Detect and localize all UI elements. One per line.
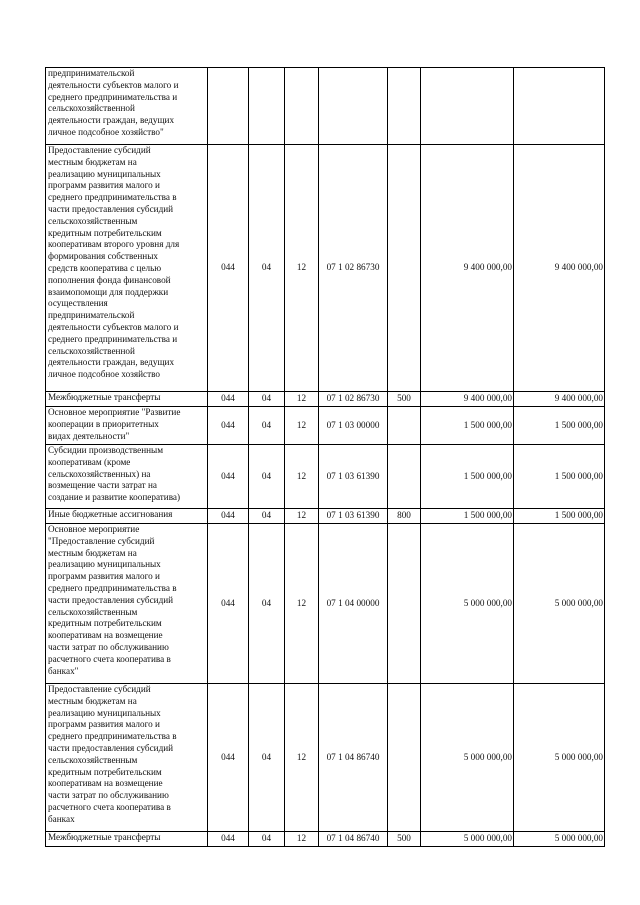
ministry-code-cell: 044 xyxy=(208,392,249,407)
table-row xyxy=(46,509,605,524)
target-article-cell: 07 1 04 86740 xyxy=(319,832,388,847)
amount-cell xyxy=(421,68,514,145)
amount-cell: 9 400 000,00 xyxy=(421,145,514,392)
expense-type-cell: 800 xyxy=(388,509,421,524)
target-article-cell: 07 1 03 61390 xyxy=(319,509,388,524)
subsection-code-cell xyxy=(285,68,319,145)
budget-table xyxy=(45,67,605,847)
section-code-cell: 04 xyxy=(249,684,285,832)
expense-name-cell: Основное мероприятие "Развитие кооперации в приоритетных видах деятельности" xyxy=(46,407,208,445)
target-article-cell: 07 1 04 86740 xyxy=(319,684,388,832)
expense-type-cell xyxy=(388,524,421,684)
expense-name-cell: Иные бюджетные ассигнования xyxy=(46,509,208,524)
target-article-cell: 07 1 03 61390 xyxy=(319,445,388,509)
table-row xyxy=(46,832,605,847)
total-cell: 5 000 000,00 xyxy=(514,684,605,832)
expense-type-cell: 500 xyxy=(388,392,421,407)
subsection-code-cell: 12 xyxy=(285,145,319,392)
section-code-cell xyxy=(249,68,285,145)
total-cell: 5 000 000,00 xyxy=(514,524,605,684)
expense-type-cell xyxy=(388,145,421,392)
table-row xyxy=(46,68,605,145)
table-row xyxy=(46,145,605,392)
expense-type-cell xyxy=(388,68,421,145)
target-article-cell: 07 1 02 86730 xyxy=(319,145,388,392)
section-code-cell: 04 xyxy=(249,524,285,684)
ministry-code-cell: 044 xyxy=(208,832,249,847)
expense-type-cell xyxy=(388,684,421,832)
total-cell: 5 000 000,00 xyxy=(514,832,605,847)
section-code-cell: 04 xyxy=(249,145,285,392)
subsection-code-cell: 12 xyxy=(285,509,319,524)
ministry-code-cell: 044 xyxy=(208,509,249,524)
table-row xyxy=(46,445,605,509)
target-article-cell: 07 1 03 00000 xyxy=(319,407,388,445)
subsection-code-cell: 12 xyxy=(285,524,319,684)
total-cell: 1 500 000,00 xyxy=(514,445,605,509)
target-article-cell: 07 1 04 00000 xyxy=(319,524,388,684)
table-row xyxy=(46,407,605,445)
section-code-cell: 04 xyxy=(249,407,285,445)
expense-name-cell: Субсидии производственным кооперативам (кроме сельскохозяйственных) на возмещение части затрат на создание и развитие кооператива) xyxy=(46,445,208,509)
subsection-code-cell: 12 xyxy=(285,445,319,509)
expense-name-cell: Межбюджетные трансферты xyxy=(46,832,208,847)
section-code-cell: 04 xyxy=(249,509,285,524)
total-cell xyxy=(514,68,605,145)
expense-type-cell xyxy=(388,407,421,445)
table-row xyxy=(46,524,605,684)
section-code-cell: 04 xyxy=(249,832,285,847)
ministry-code-cell: 044 xyxy=(208,145,249,392)
amount-cell: 5 000 000,00 xyxy=(421,684,514,832)
ministry-code-cell xyxy=(208,68,249,145)
amount-cell: 1 500 000,00 xyxy=(421,445,514,509)
table-row xyxy=(46,392,605,407)
expense-name-cell: Предоставление субсидий местным бюджетам на реализацию муниципальных программ развития малого и среднего предпринимательства в части предоставления субсидий сельскохозяйственным кредитным потребительским кооперативам на возмещение части затрат по обслуживанию расчетного счета кооператива в банках xyxy=(46,684,208,832)
subsection-code-cell: 12 xyxy=(285,832,319,847)
target-article-cell: 07 1 02 86730 xyxy=(319,392,388,407)
ministry-code-cell: 044 xyxy=(208,445,249,509)
expense-name-cell: Межбюджетные трансферты xyxy=(46,392,208,407)
total-cell: 1 500 000,00 xyxy=(514,407,605,445)
amount-cell: 5 000 000,00 xyxy=(421,832,514,847)
budget-table-body xyxy=(46,68,605,847)
ministry-code-cell: 044 xyxy=(208,684,249,832)
amount-cell: 1 500 000,00 xyxy=(421,509,514,524)
total-cell: 9 400 000,00 xyxy=(514,392,605,407)
amount-cell: 9 400 000,00 xyxy=(421,392,514,407)
expense-name-cell: Предоставление субсидий местным бюджетам на реализацию муниципальных программ развития малого и среднего предпринимательства в части предоставления субсидий сельскохозяйственным кредитным потребительским кооперативам второго уровня для формирования собственных средств кооператива с целью пополнения фонда финансовой взаимопомощи для поддержки осуществления предпринимательской деятельности субъектов малого и среднего предпринимательства и сельскохозяйственной деятельности граждан, ведущих личное подсобное хозяйство xyxy=(46,145,208,392)
subsection-code-cell: 12 xyxy=(285,407,319,445)
amount-cell: 5 000 000,00 xyxy=(421,524,514,684)
subsection-code-cell: 12 xyxy=(285,684,319,832)
target-article-cell xyxy=(319,68,388,145)
expense-name-cell: Основное мероприятие "Предоставление субсидий местным бюджетам на реализацию муниципальных программ развития малого и среднего предпринимательства в части предоставления субсидий сельскохозяйственным кредитным потребительским кооперативам на возмещение части затрат по обслуживанию расчетного счета кооператива в банках" xyxy=(46,524,208,684)
expense-name-cell: предпринимательской деятельности субъектов малого и среднего предпринимательства и сельскохозяйственной деятельности граждан, ведущих личное подсобное хозяйство" xyxy=(46,68,208,145)
expense-type-cell: 500 xyxy=(388,832,421,847)
total-cell: 9 400 000,00 xyxy=(514,145,605,392)
ministry-code-cell: 044 xyxy=(208,524,249,684)
total-cell: 1 500 000,00 xyxy=(514,509,605,524)
amount-cell: 1 500 000,00 xyxy=(421,407,514,445)
expense-type-cell xyxy=(388,445,421,509)
section-code-cell: 04 xyxy=(249,445,285,509)
ministry-code-cell: 044 xyxy=(208,407,249,445)
section-code-cell: 04 xyxy=(249,392,285,407)
subsection-code-cell: 12 xyxy=(285,392,319,407)
table-row xyxy=(46,684,605,832)
